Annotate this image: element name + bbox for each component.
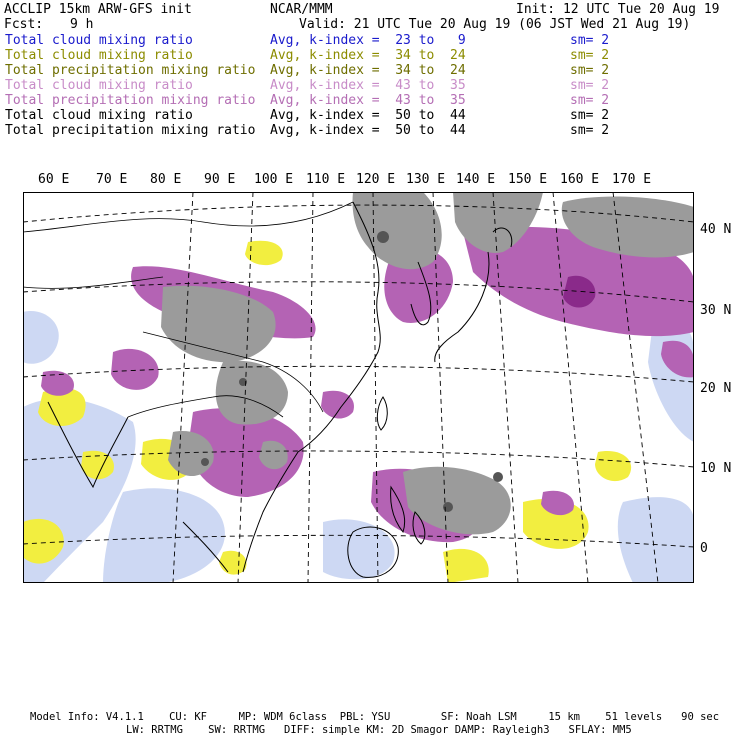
latitude-label: 10 N: [700, 461, 732, 476]
legend-avg: Avg, k-index = 34 to 24: [270, 63, 466, 78]
longitude-label: 120 E: [356, 172, 396, 187]
legend-sm: sm= 2: [570, 108, 610, 123]
latitude-label: 20 N: [700, 381, 732, 396]
legend-field: Total cloud mixing ratio: [5, 33, 193, 48]
legend-avg: Avg, k-index = 23 to 9: [270, 33, 466, 48]
fcst-label: Fcst:: [4, 17, 44, 32]
longitude-label: 110 E: [306, 172, 346, 187]
longitude-label: 140 E: [456, 172, 496, 187]
legend-field: Total cloud mixing ratio: [5, 108, 193, 123]
fcst-value: 9 h: [70, 17, 94, 32]
longitude-label: 150 E: [508, 172, 548, 187]
forecast-map: [23, 192, 694, 583]
longitude-label: 130 E: [406, 172, 446, 187]
latitude-label: 0: [700, 541, 708, 556]
valid-time: Valid: 21 UTC Tue 20 Aug 19 (06 JST Wed 21 Aug 19): [299, 17, 691, 32]
legend-field: Total precipitation mixing ratio: [5, 123, 256, 138]
latitude-label: 30 N: [700, 303, 732, 318]
model-title: ACCLIP 15km ARW-GFS init: [4, 2, 192, 17]
footer-model-info: Model Info: V4.1.1 CU: KF MP: WDM 6class PBL: YSU SF: Noah LSM 15 km 51 levels 90 sec: [30, 711, 720, 723]
legend-avg: Avg, k-index = 43 to 35: [270, 78, 466, 93]
longitude-label: 70 E: [96, 172, 128, 187]
longitude-label: 170 E: [612, 172, 652, 187]
legend-avg: Avg, k-index = 43 to 35: [270, 93, 466, 108]
legend-sm: sm= 2: [570, 78, 610, 93]
legend-field: Total precipitation mixing ratio: [5, 63, 256, 78]
legend-field: Total cloud mixing ratio: [5, 78, 193, 93]
legend-sm: sm= 2: [570, 93, 610, 108]
legend-avg: Avg, k-index = 50 to 44: [270, 108, 466, 123]
longitude-label: 160 E: [560, 172, 600, 187]
legend-sm: sm= 2: [570, 33, 610, 48]
longitude-label: 90 E: [204, 172, 236, 187]
legend-avg: Avg, k-index = 34 to 24: [270, 48, 466, 63]
legend-sm: sm= 2: [570, 48, 610, 63]
longitude-label: 80 E: [150, 172, 182, 187]
footer-physics-info: LW: RRTMG SW: RRTMG DIFF: simple KM: 2D Smagor DAMP: Rayleigh3 SFLAY: MM5: [126, 724, 632, 736]
latitude-label: 40 N: [700, 222, 732, 237]
legend-sm: sm= 2: [570, 63, 610, 78]
longitude-label: 100 E: [254, 172, 294, 187]
init-time: Init: 12 UTC Tue 20 Aug 19: [516, 2, 720, 17]
legend-field: Total cloud mixing ratio: [5, 48, 193, 63]
longitude-label: 60 E: [38, 172, 70, 187]
org-label: NCAR/MMM: [270, 2, 333, 17]
legend-field: Total precipitation mixing ratio: [5, 93, 256, 108]
legend-sm: sm= 2: [570, 123, 610, 138]
legend-avg: Avg, k-index = 50 to 44: [270, 123, 466, 138]
